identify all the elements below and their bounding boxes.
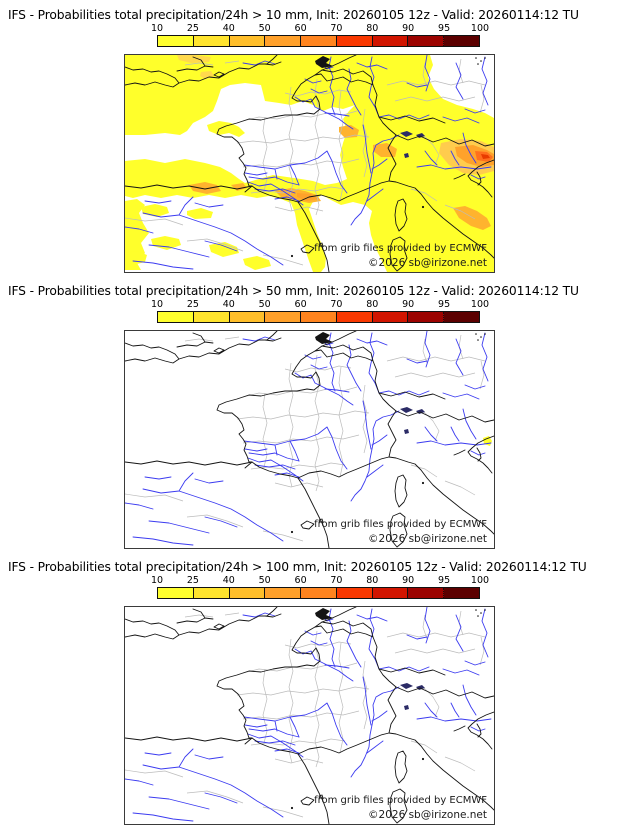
colorbar-tick: 10 [150, 575, 164, 586]
colorbar-tick: 40 [222, 299, 235, 310]
colorbar-tick: 40 [222, 23, 235, 34]
colorbar-bar [157, 35, 480, 47]
precipitation-map-50mm [124, 330, 495, 549]
precipitation-map-100mm [124, 606, 495, 825]
colorbar-tick: 95 [438, 23, 451, 34]
precipitation-map-10mm [124, 54, 495, 273]
colorbar-segment [444, 312, 479, 322]
colorbar-tick: 50 [258, 299, 271, 310]
copyright-text: ©2026 sb@irizone.net [368, 809, 487, 821]
colorbar-tick: 40 [222, 575, 235, 586]
colorbar-tick: 10 [150, 299, 164, 310]
colorbar [150, 575, 490, 599]
colorbar-tick: 80 [366, 299, 379, 310]
colorbar-ticks [150, 299, 490, 311]
panel-tp-10mm [0, 0, 630, 276]
map-svg-10mm [125, 55, 494, 272]
colorbar-segment [408, 36, 444, 46]
colorbar-segment [230, 588, 266, 598]
colorbar-segment [408, 588, 444, 598]
colorbar-tick: 80 [366, 23, 379, 34]
colorbar-tick: 50 [258, 23, 271, 34]
colorbar-segment [265, 36, 301, 46]
colorbar-segment [373, 36, 409, 46]
ecmwf-credit: from grib files provided by ECMWF [314, 243, 487, 254]
colorbar-segment [265, 588, 301, 598]
colorbar-segment [158, 588, 194, 598]
colorbar-tick: 90 [402, 575, 415, 586]
colorbar-tick: 95 [438, 299, 451, 310]
copyright-text: ©2026 sb@irizone.net [368, 533, 487, 545]
colorbar-segment [265, 312, 301, 322]
colorbar-tick: 60 [294, 23, 307, 34]
ecmwf-credit: from grib files provided by ECMWF [314, 519, 487, 530]
colorbar-tick: 95 [438, 575, 451, 586]
colorbar-segment [230, 36, 266, 46]
colorbar-tick: 70 [330, 575, 343, 586]
colorbar-segment [194, 312, 230, 322]
colorbar [150, 299, 490, 323]
colorbar-segment [373, 312, 409, 322]
map-svg-50mm [125, 331, 494, 548]
colorbar-ticks [150, 23, 490, 35]
colorbar-segment [158, 36, 194, 46]
colorbar-ticks [150, 575, 490, 587]
panel-title: IFS - Probabilities total precipitation/24h > 50 mm, Init: 20260105 12z - Valid: 20260114:12 TU [8, 284, 579, 298]
colorbar-segment [194, 588, 230, 598]
colorbar-tick: 100 [470, 23, 490, 34]
panel-title: IFS - Probabilities total precipitation/24h > 10 mm, Init: 20260105 12z - Valid: 20260114:12 TU [8, 8, 579, 22]
panel-title: IFS - Probabilities total precipitation/24h > 100 mm, Init: 20260105 12z - Valid: 20260114:12 TU [8, 560, 587, 574]
colorbar-bar [157, 587, 480, 599]
colorbar [150, 23, 490, 47]
colorbar-segment [337, 588, 373, 598]
colorbar-tick: 50 [258, 575, 271, 586]
colorbar-tick: 25 [186, 23, 199, 34]
colorbar-segment [301, 36, 337, 46]
colorbar-segment [337, 312, 373, 322]
colorbar-segment [301, 312, 337, 322]
colorbar-tick: 90 [402, 23, 415, 34]
colorbar-segment [444, 36, 479, 46]
colorbar-tick: 25 [186, 575, 199, 586]
map-svg-100mm [125, 607, 494, 824]
colorbar-tick: 90 [402, 299, 415, 310]
colorbar-segment [230, 312, 266, 322]
colorbar-segment [444, 588, 479, 598]
colorbar-tick: 70 [330, 299, 343, 310]
copyright-text: ©2026 sb@irizone.net [368, 257, 487, 269]
colorbar-segment [158, 312, 194, 322]
colorbar-tick: 25 [186, 299, 199, 310]
colorbar-tick: 60 [294, 299, 307, 310]
colorbar-tick: 80 [366, 575, 379, 586]
colorbar-segment [408, 312, 444, 322]
colorbar-segment [301, 588, 337, 598]
colorbar-segment [194, 36, 230, 46]
colorbar-tick: 100 [470, 299, 490, 310]
ecmwf-credit: from grib files provided by ECMWF [314, 795, 487, 806]
colorbar-tick: 10 [150, 23, 164, 34]
colorbar-tick: 60 [294, 575, 307, 586]
colorbar-segment [337, 36, 373, 46]
panel-tp-100mm [0, 552, 630, 828]
colorbar-bar [157, 311, 480, 323]
colorbar-segment [373, 588, 409, 598]
colorbar-tick: 70 [330, 23, 343, 34]
colorbar-tick: 100 [470, 575, 490, 586]
panel-tp-50mm [0, 276, 630, 552]
